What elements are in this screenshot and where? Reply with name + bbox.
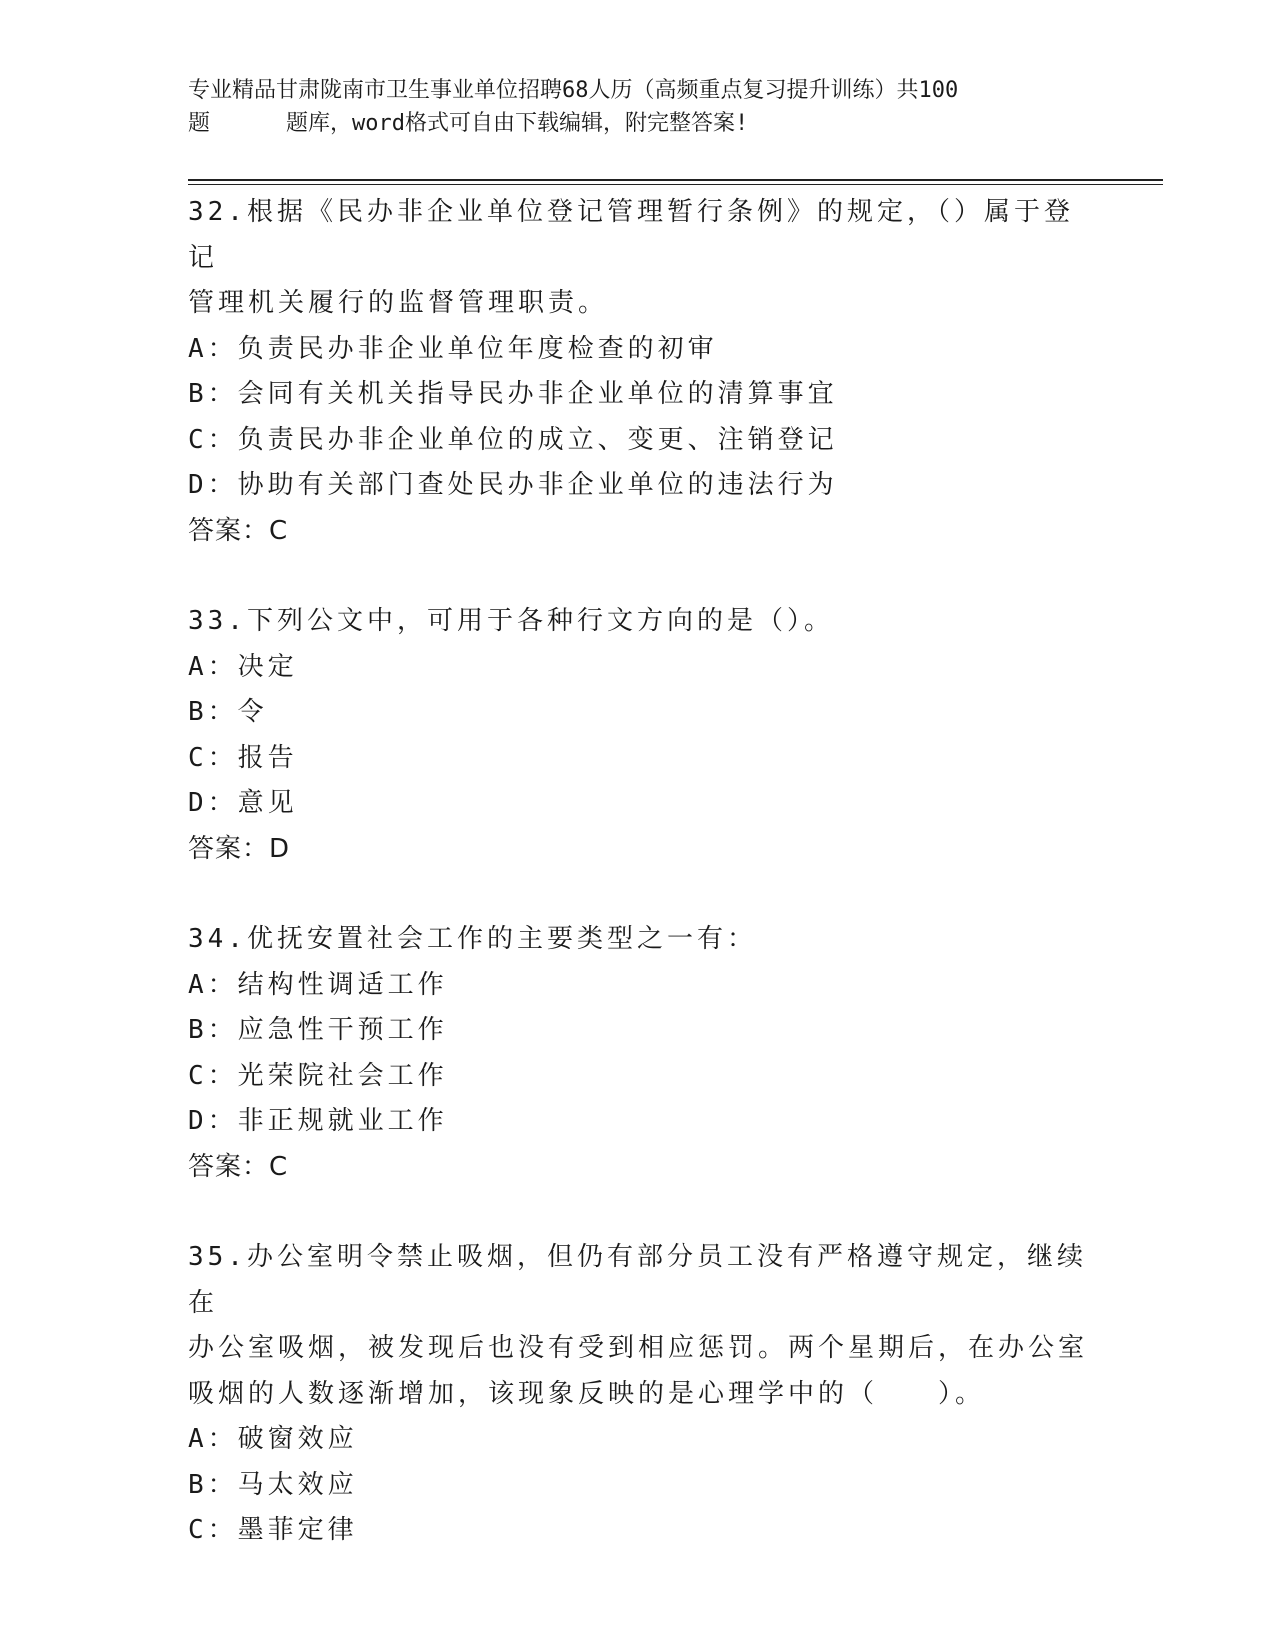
option-c: C：报告 xyxy=(188,742,298,773)
question-35 xyxy=(188,1235,1088,1554)
question-32 xyxy=(188,190,1088,554)
question-33 xyxy=(188,599,1088,872)
option-c: C：墨菲定律 xyxy=(188,1515,358,1545)
option-c: C：光荣院社会工作 xyxy=(188,1060,448,1091)
question-text-line: 32.根据《民办非企业单位登记管理暂行条例》的规定，（）属于登记 xyxy=(188,197,1074,273)
option-a: A：破窗效应 xyxy=(188,1424,358,1454)
question-text-line: 35.办公室明令禁止吸烟，但仍有部分员工没有严格遵守规定，继续在 xyxy=(188,1242,1087,1318)
option-a: A：决定 xyxy=(188,651,298,682)
answer: 答案：C xyxy=(188,1151,289,1182)
answer: 答案：D xyxy=(188,833,291,864)
header-title-line-2 xyxy=(188,107,1088,140)
header-title-line-1: 专业精品甘肃陇南市卫生事业单位招聘68人历（高频重点复习提升训练）共100 xyxy=(188,78,959,103)
option-a: A：结构性调适工作 xyxy=(188,969,448,1000)
option-d: D：非正规就业工作 xyxy=(188,1106,448,1136)
option-d: D：协助有关部门查处民办非企业单位的违法行为 xyxy=(188,470,838,500)
option-b: B：令 xyxy=(188,697,268,727)
question-text-line: 34.优抚安置社会工作的主要类型之一有： xyxy=(188,924,757,954)
option-d: D：意见 xyxy=(188,788,298,818)
option-c: C：负责民办非企业单位的成立、变更、注销登记 xyxy=(188,424,838,455)
option-a: A：负责民办非企业单位年度检查的初审 xyxy=(188,333,718,364)
header-title-line-2-left: 题 xyxy=(188,111,211,136)
question-list xyxy=(188,186,1088,1554)
header-divider-thick xyxy=(188,179,1163,181)
question-text-line: 管理机关履行的监督管理职责。 xyxy=(188,288,609,318)
header-title-line-2-right: 题库，word格式可自由下载编辑，附完整答案! xyxy=(286,111,749,136)
answer: 答案：C xyxy=(188,515,289,546)
option-b: B：马太效应 xyxy=(188,1469,358,1500)
header-divider-thin xyxy=(188,184,1163,185)
question-text-line: 33.下列公文中，可用于各种行文方向的是（）。 xyxy=(188,606,834,636)
question-text-line: 吸烟的人数逐渐增加，该现象反映的是心理学中的（ ）。 xyxy=(188,1378,986,1409)
question-34 xyxy=(188,917,1088,1190)
question-text-line: 办公室吸烟，被发现后也没有受到相应惩罚。两个星期后，在办公室 xyxy=(188,1333,1089,1363)
option-b: B：应急性干预工作 xyxy=(188,1015,448,1045)
option-b: B：会同有关机关指导民办非企业单位的清算事宜 xyxy=(188,379,838,409)
document-header xyxy=(188,74,1088,140)
